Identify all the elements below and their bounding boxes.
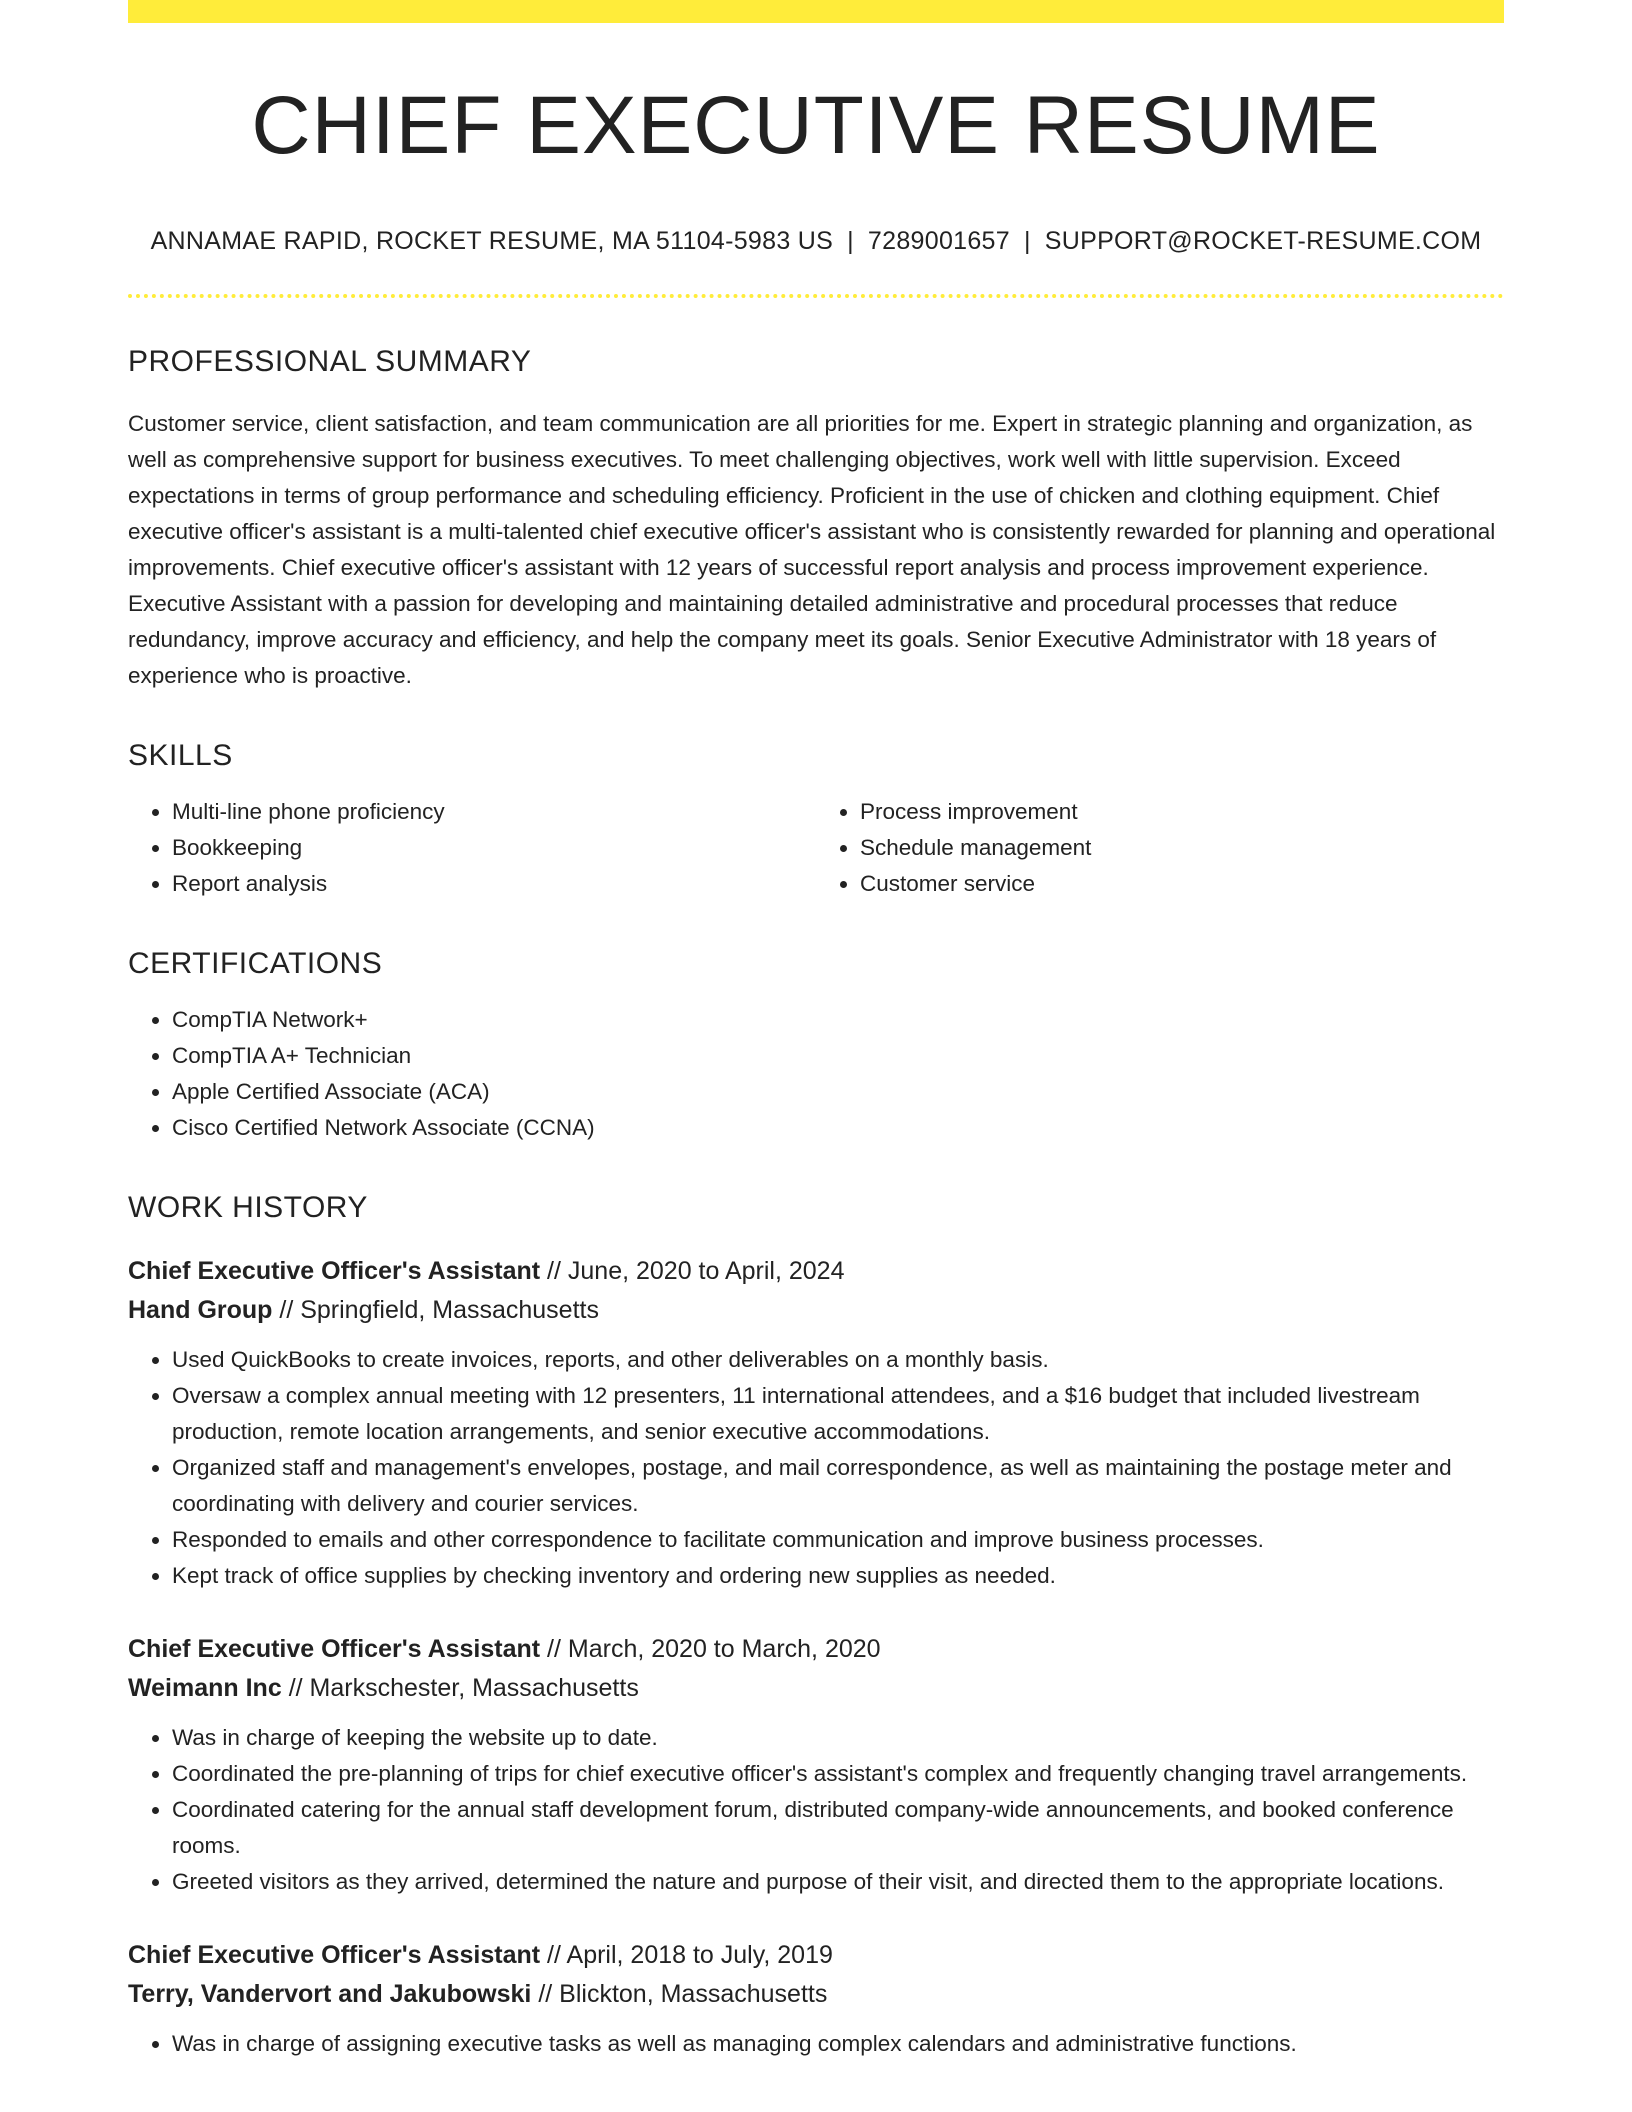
section-heading-certifications: CERTIFICATIONS	[128, 947, 383, 981]
contact-phone: 7289001657	[867, 227, 1010, 256]
job-duty: • Coordinated the pre-planning of trips for chief executive officer's assistant's complex and frequently changing travel arrangements.	[172, 1756, 1504, 1792]
job-entry	[128, 1630, 1504, 1900]
job-location: // Springfield, Massachusetts	[272, 1296, 599, 1325]
job-title-line	[128, 1630, 1504, 1669]
job-duty: • Responded to emails and other correspondence to facilitate communication and improve business processes.	[172, 1522, 1504, 1558]
summary-text: Customer service, client satisfaction, and team communication are all priorities for me. Expert in strategic planning and organization, as well as comprehensive support for business executives. To meet challenging objectives, work well with little supervision. Exceed expectations in terms of group performance and scheduling efficiency. Proficient in the use of chicken and clothing equipment. Chief executive officer's assistant is a multi-talented chief executive officer's assistant who is consistently rewarded for planning and operational improvements. Chief executive officer's assistant with 12 years of successful report analysis and process improvement experience. Executive Assistant with a passion for developing and maintaining detailed administrative and procedural processes that reduce redundancy, improve accuracy and efficiency, and help the company meet its goals. Senior Executive Administrator with 18 years of experience who is proactive.	[128, 411, 1496, 689]
job-title: Chief Executive Officer's Assistant	[128, 1635, 541, 1664]
skill-item: • Bookkeeping	[172, 830, 816, 866]
job-company: Weimann Inc	[128, 1674, 282, 1703]
section-heading-work-history: WORK HISTORY	[128, 1191, 368, 1225]
job-duty: • Oversaw a complex annual meeting with 12 presenters, 11 international attendees, and a $16 budget that included livestream production, remote location arrangements, and senior executive accommodations.	[172, 1378, 1504, 1450]
resume-title: CHIEF EXECUTIVE RESUME	[251, 80, 1381, 171]
skills-list-right	[816, 794, 1504, 902]
skill-item: • Customer service	[860, 866, 1504, 902]
job-company-line	[128, 1669, 1504, 1708]
skills-list-left	[128, 794, 816, 902]
job-company-line	[128, 1291, 1504, 1330]
certification-item: • Cisco Certified Network Associate (CCNA)	[172, 1110, 1504, 1146]
job-entry	[128, 1252, 1504, 1594]
job-duty: • Used QuickBooks to create invoices, reports, and other deliverables on a monthly basis.	[172, 1342, 1504, 1378]
job-duty: • Coordinated catering for the annual staff development forum, distributed company-wide announcements, and booked conference rooms.	[172, 1792, 1504, 1864]
job-company-line	[128, 1975, 1504, 2014]
certifications-list	[128, 1002, 1504, 1146]
job-title: Chief Executive Officer's Assistant	[128, 1941, 541, 1970]
job-duties-list	[128, 1720, 1504, 1900]
skill-item: • Schedule management	[860, 830, 1504, 866]
job-duty: • Organized staff and management's envelopes, postage, and mail correspondence, as well as maintaining the postage meter and coordinating with delivery and courier services.	[172, 1450, 1504, 1522]
job-title-line	[128, 1936, 1504, 1975]
job-duty: • Was in charge of keeping the website up to date.	[172, 1720, 1504, 1756]
skill-item: • Multi-line phone proficiency	[172, 794, 816, 830]
job-duty: • Kept track of office supplies by checking inventory and ordering new supplies as needed.	[172, 1558, 1504, 1594]
job-duties-list	[128, 1342, 1504, 1594]
job-duty: • Greeted visitors as they arrived, determined the nature and purpose of their visit, and directed them to the appropriate locations.	[172, 1864, 1504, 1900]
job-dates: // June, 2020 to April, 2024	[540, 1257, 845, 1286]
job-duties-list	[128, 2026, 1504, 2062]
job-entry	[128, 1936, 1504, 2062]
job-title-line	[128, 1252, 1504, 1291]
section-heading-skills: SKILLS	[128, 739, 233, 773]
contact-line	[128, 227, 1504, 256]
job-duty: • Was in charge of assigning executive tasks as well as managing complex calendars and administrative functions.	[172, 2026, 1504, 2062]
section-heading-summary: PROFESSIONAL SUMMARY	[128, 345, 532, 379]
certification-item: • Apple Certified Associate (ACA)	[172, 1074, 1504, 1110]
job-title: Chief Executive Officer's Assistant	[128, 1257, 541, 1286]
job-dates: // April, 2018 to July, 2019	[540, 1941, 833, 1970]
job-location: // Markschester, Massachusetts	[281, 1674, 639, 1703]
resume-page	[128, 0, 1504, 2062]
contact-address: ANNAMAE RAPID, ROCKET RESUME, MA 51104-5983 US	[150, 227, 834, 256]
contact-email: SUPPORT@ROCKET-RESUME.COM	[1044, 227, 1482, 256]
job-dates: // March, 2020 to March, 2020	[540, 1635, 881, 1664]
job-company: Hand Group	[128, 1296, 273, 1325]
contact-separator: |	[1023, 227, 1031, 256]
job-location: // Blickton, Massachusetts	[531, 1980, 828, 2009]
certification-item: • CompTIA A+ Technician	[172, 1038, 1504, 1074]
job-company: Terry, Vandervort and Jakubowski	[128, 1980, 532, 2009]
skill-item: • Process improvement	[860, 794, 1504, 830]
skills-grid	[128, 794, 1504, 902]
accent-top-bar	[128, 0, 1504, 23]
skill-item: • Report analysis	[172, 866, 816, 902]
contact-separator: |	[847, 227, 854, 256]
dotted-divider	[128, 294, 1504, 298]
certification-item: • CompTIA Network+	[172, 1002, 1504, 1038]
